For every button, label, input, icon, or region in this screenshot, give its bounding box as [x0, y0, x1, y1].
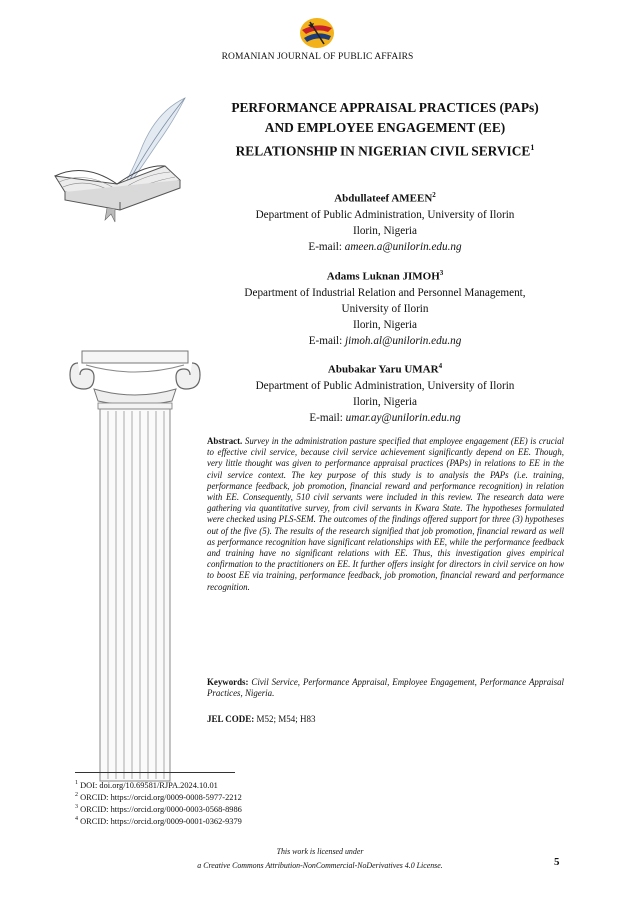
footnote: $^2$ ORCID: https://orcid.org/0009-0008-5977-2212: [75, 792, 242, 802]
author-affiliation: Department of Public Administration, University of Ilorin: [255, 379, 515, 392]
abstract: [207, 436, 564, 593]
title-footnote-mark: 1: [530, 143, 535, 152]
author-block: [200, 187, 570, 255]
author-email[interactable]: E-mail: ameen.a@unilorin.edu.ng: [308, 240, 462, 253]
author-name: Abubakar Yaru UMAR$^4$: [327, 362, 443, 376]
author-affiliation: Ilorin, Nigeria: [353, 224, 417, 237]
author-affiliation: Ilorin, Nigeria: [353, 395, 417, 408]
paper-title-line-1: PERFORMANCE APPRAISAL PRACTICES (PAPs): [231, 100, 539, 115]
author-affiliation: Department of Industrial Relation and Personnel Management,: [244, 286, 526, 299]
journal-logo-icon: [298, 16, 336, 50]
author-affiliation: Department of Public Administration, University of Ilorin: [255, 208, 515, 221]
license-line-1: This work is licensed under: [276, 847, 364, 856]
page-number: 5: [554, 856, 560, 868]
author-name: Abdullateef AMEEN$^2$: [334, 191, 436, 205]
author-block: [200, 358, 570, 426]
author-name: Adams Luknan JIMOH$^3$: [326, 269, 444, 283]
paper-title-line-2: AND EMPLOYEE ENGAGEMENT (EE): [264, 120, 506, 135]
author-block: [200, 265, 570, 349]
footnote: $^3$ ORCID: https://orcid.org/0000-0003-0568-8986: [75, 804, 242, 814]
license-line-2[interactable]: a Creative Commons Attribution-NonCommercial-NoDerivatives 4.0 License.: [197, 861, 443, 870]
author-affiliation: University of Ilorin: [341, 302, 429, 315]
footnote: $^1$ DOI: doi.org/10.69581/RJPA.2024.10.01: [75, 780, 218, 790]
footnote: $^4$ ORCID: https://orcid.org/0009-0001-0362-9379: [75, 816, 242, 826]
author-email[interactable]: E-mail: jimoh.al@unilorin.edu.ng: [308, 334, 462, 347]
footnote-divider: [75, 772, 235, 773]
keywords-text: Civil Service, Performance Appraisal, Employee Engagement, Performance Appraisal Practices, Nigeria.: [207, 677, 564, 699]
jel-label: JEL CODE:: [207, 714, 255, 724]
journal-name: ROMANIAN JOURNAL OF PUBLIC AFFAIRS: [221, 52, 414, 62]
paper-title-line-3: RELATIONSHIP IN NIGERIAN CIVIL SERVICE$^1$: [235, 143, 535, 159]
abstract-text: Survey in the administration pasture specified that employee engagement (EE) is crucial to effective civil service, because civil service achievement significantly depend on EE. Though, very little thought was given to performance appraisal practices (PAPs) in relations to EE in the civil service context. The key purpose of this study is to analysis the PAPs (i.e. training, performance feedback, job promotion, financial reward and performance recognition) in relation with EE. Consequently, 510 civil servants were included in this review. The research data were gathering via quantitative survey, from civil servants in Kwara State. The hypotheses formulated were checked using PLS-SEM. The outcomes of the findings offered support for three (3) hypotheses out of the five (5). The results of the research signified that job promotion, financial reward as well as performance recognition have significant relationships with EE, while the performance feedback and training have no significant relations with EE. Thus, this investigation gives empirical confirmation to the practitioners on EE. It further offers insight for directors in civil service on how to boost EE via training, performance feedback, job promotion, financial reward and performance recognition.: [207, 436, 565, 592]
author-email[interactable]: E-mail: umar.ay@unilorin.edu.ng: [309, 411, 461, 424]
ionic-column-icon: [60, 345, 210, 785]
keywords: [207, 677, 564, 699]
author-affiliation: Ilorin, Nigeria: [353, 318, 417, 331]
abstract-label: Abstract.: [207, 436, 243, 446]
keywords-label: Keywords:: [207, 677, 249, 687]
jel-codes: [207, 714, 564, 724]
open-book-quill-icon: [45, 92, 195, 242]
jel-text: M52; M54; H83: [256, 714, 316, 724]
